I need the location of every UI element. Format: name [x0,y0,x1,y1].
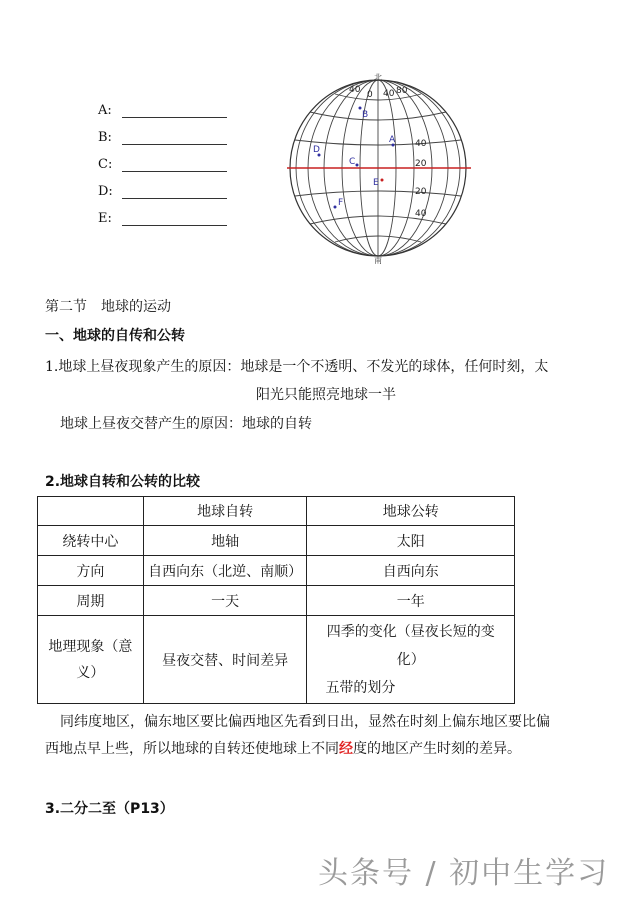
label-line: 义） [76,664,105,681]
table-row [38,616,515,704]
table-header-cell [38,497,144,526]
blank-letter-e: E: [98,211,112,226]
south-label: 南 [374,256,382,265]
table-row [38,556,515,586]
table-header-row [38,497,515,526]
lon-label: 40 [383,89,395,99]
lon-label: 0 [367,90,373,100]
lon-label: 40 [349,85,361,95]
paragraph-3-line2 [45,738,521,758]
north-label: 北 [374,73,382,82]
point-f: F [338,198,344,208]
watermark: 头条号 / 初中生学习 [318,856,610,891]
cell-line: 化） [396,651,425,668]
table-cell: 自西向东 [307,556,515,586]
paragraph-3-line1: 同纬度地区，偏东地区要比偏西地区先看到日出，显然在时刻上偏东地区要比偏 [60,714,550,730]
text-run: 度的地区产生时刻的差异。 [353,741,521,757]
table-row [38,526,515,556]
cell-line: 四季的变化（昼夜长短的变 [326,623,495,640]
point-a: A [389,135,396,145]
blank-letter-a: A: [98,103,112,118]
table-cell [307,616,515,704]
comparison-table [37,496,515,704]
blank-line-c [122,171,227,172]
subheading-1: 一、地球的自传和公转 [45,328,185,344]
table-row [38,586,515,616]
blank-letter-c: C: [98,157,113,172]
label-line: 地理现象（意 [48,638,133,655]
blank-line-e [122,225,227,226]
table-cell-label: 周期 [38,586,144,616]
subheading-3: 3.二分二至（P13） [45,801,174,817]
globe-diagram [285,70,475,265]
table-cell-label [38,616,144,704]
table-header-cell: 地球公转 [307,497,515,526]
lat-label: 40 [415,139,427,149]
table-cell-label: 方向 [38,556,144,586]
paragraph-1-line1: 1.地球上昼夜现象产生的原因：地球是一个不透明、不发光的球体，任何时刻，太 [45,359,549,375]
lon-label: 80 [396,86,408,96]
point-b: B [362,110,369,120]
blank-letter-d: D: [98,184,113,199]
table-cell: 地轴 [143,526,307,556]
table-cell: 太阳 [307,526,515,556]
blank-line-b [122,144,227,145]
table-cell: 自西向东（北逆、南顺） [143,556,307,586]
table-cell: 一天 [143,586,307,616]
subheading-2: 2.地球自转和公转的比较 [45,474,201,490]
section-heading: 第二节 地球的运动 [45,299,171,315]
highlight-text: 经 [339,741,353,757]
paragraph-1-line2: 阳光只能照亮地球一半 [256,387,396,403]
blank-line-a [122,117,227,118]
blank-line-d [122,198,227,199]
point-c: C [349,157,356,167]
cell-line: 五带的划分 [325,679,396,696]
table-header-cell: 地球自转 [143,497,307,526]
table-cell-label: 绕转中心 [38,526,144,556]
point-d: D [313,145,320,155]
lat-label: 40 [415,209,427,219]
paragraph-2: 地球上昼夜交替产生的原因：地球的自转 [60,416,312,432]
lat-label: 20 [415,187,427,197]
table-cell: 昼夜交替、时间差异 [143,616,307,704]
lat-label: 20 [415,159,427,169]
blank-letter-b: B: [98,130,112,145]
text-run: 西地点早上些，所以地球的自转还使地球上不同 [45,741,339,757]
table-cell: 一年 [307,586,515,616]
point-e: E [373,178,379,188]
